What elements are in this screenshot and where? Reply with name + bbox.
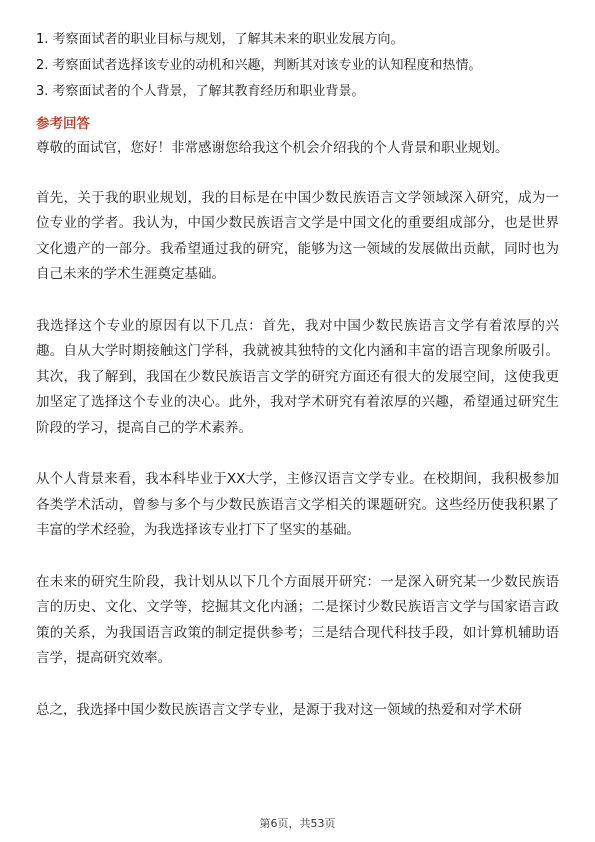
paragraph-reasons: 我选择这个专业的原因有以下几点：首先，我对中国少数民族语言文学有着浓厚的兴趣。自从大学时期接触这门学科，我就被其独特的文化内涵和丰富的语言现象所吸引。其次，我了解到，我国在少数民族语言文学的研究方面还有很大的发展空间，这使我更加坚定了选择这个专业的决心。此外，我对学术研究有着浓厚的兴趣，希望通过研究生阶段的学习，提高自己的学术素养。 — [36, 317, 559, 436]
paragraph-background: 从个人背景来看，我本科毕业于XX大学，主修汉语言文学专业。在校期间，我积极参加各类学术活动，曾参与多个与少数民族语言文学相关的课题研究。这些经历使我积累了丰富的学术经验，为我选择该专业打下了坚实的基础。 — [36, 471, 559, 538]
paragraph-conclusion: 总之，我选择中国少数民族语言文学专业，是源于我对这一领域的热爱和对学术研 — [36, 701, 522, 718]
paragraph-greeting: 尊敬的面试官，您好！非常感谢您给我这个机会介绍我的个人背景和职业规划。 — [36, 140, 509, 156]
answer-heading: 参考回答 — [36, 116, 90, 132]
page-number-footer: 第6页，共53页 — [259, 817, 336, 830]
list-item: 2. 考察面试者选择该专业的动机和兴趣，判断其对该专业的认知程度和热情。 — [36, 58, 482, 73]
list-item: 1. 考察面试者的职业目标与规划，了解其未来的职业发展方向。 — [36, 32, 404, 47]
list-item: 3. 考察面试者的个人背景，了解其教育经历和职业背景。 — [36, 84, 365, 99]
paragraph-career-plan: 首先，关于我的职业规划，我的目标是在中国少数民族语言文学领域深入研究，成为一位专业的学者。我认为，中国少数民族语言文学是中国文化的重要组成部分，也是世界文化遗产的一部分。我希望通过我的研究，能够为这一领域的发展做出贡献，同时也为自己未来的学术生涯奠定基础。 — [36, 189, 559, 282]
paragraph-research-plan: 在未来的研究生阶段，我计划从以下几个方面展开研究：一是深入研究某一少数民族语言的历史、文化、文学等，挖掘其文化内涵；二是探讨少数民族语言文学与国家语言政策的关系，为我国语言政策的制定提供参考；三是结合现代科技手段，如计算机辅助语言学，提高研究效率。 — [36, 573, 559, 666]
page-content — [36, 30, 559, 749]
